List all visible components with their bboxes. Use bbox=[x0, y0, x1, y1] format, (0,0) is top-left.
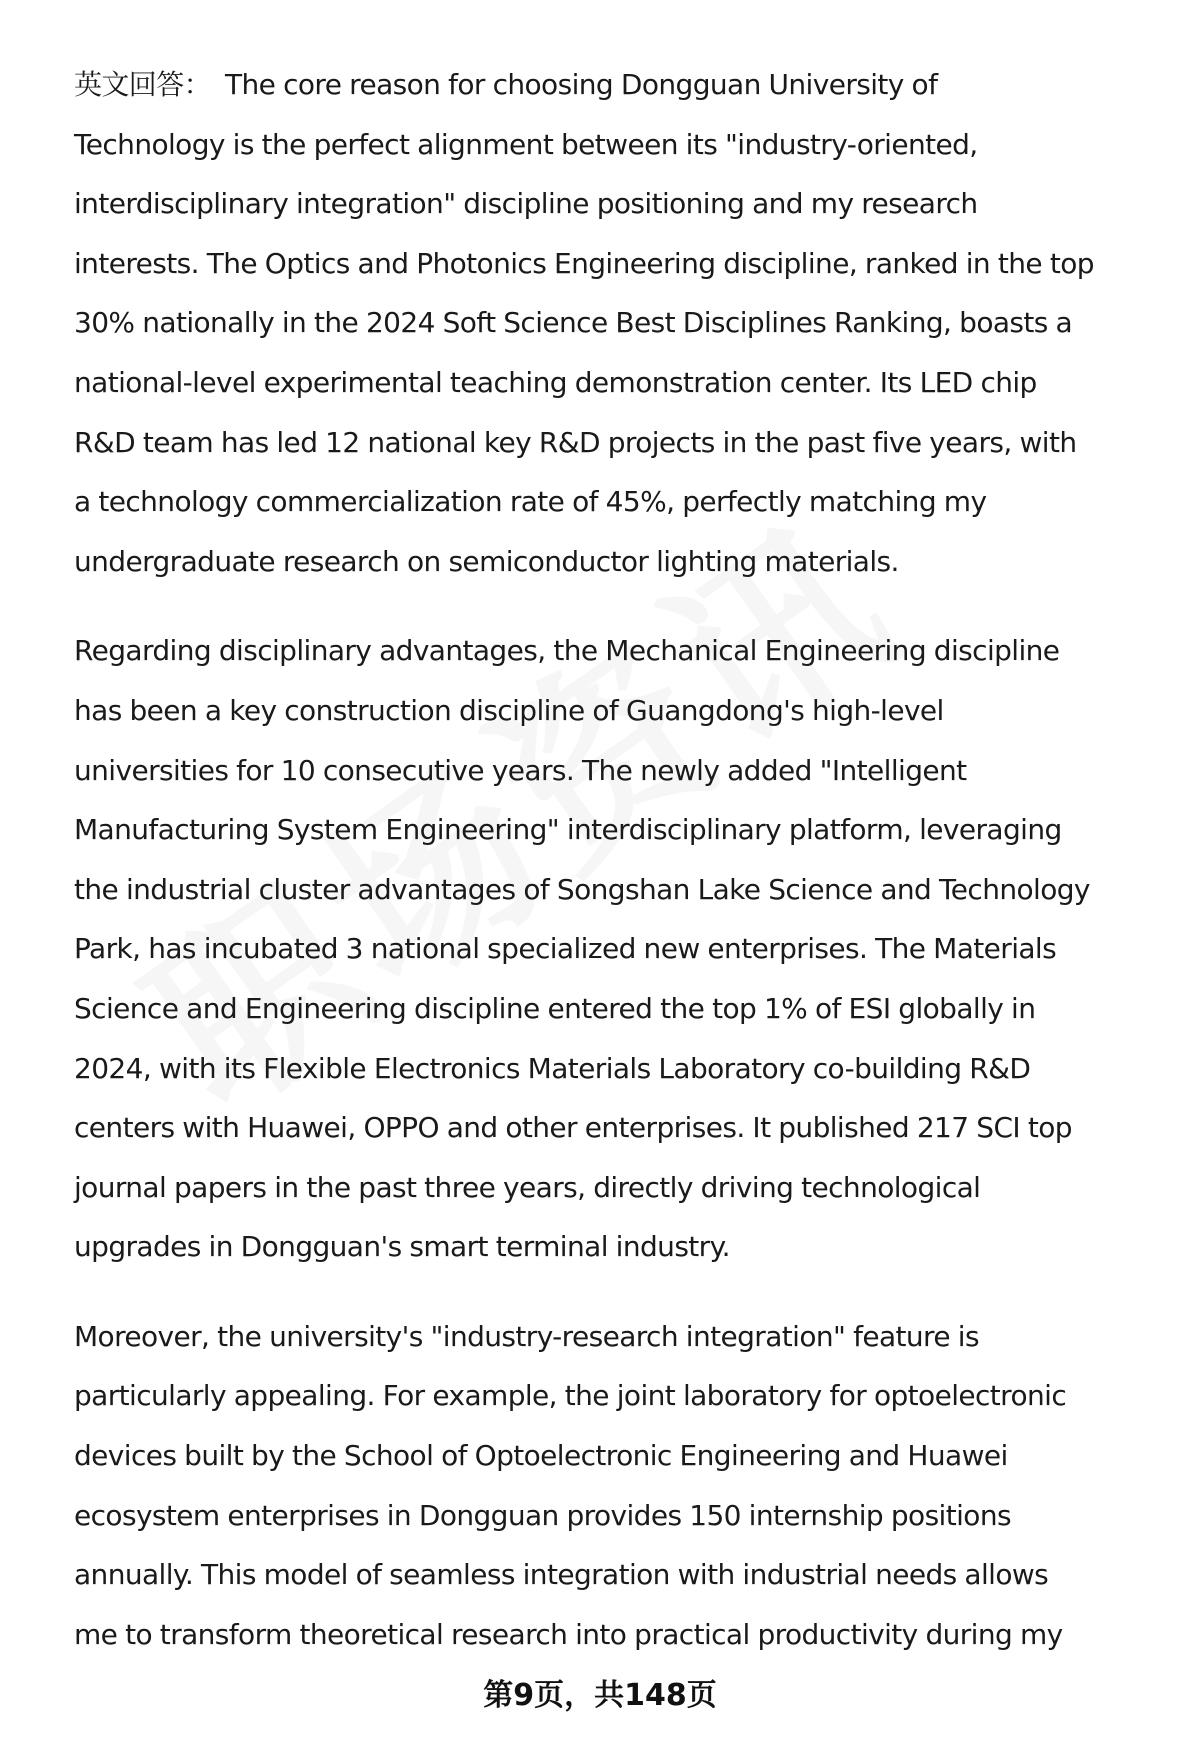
text-line: particularly appealing. For example, the joint laboratory for optoelectronic bbox=[74, 1379, 1067, 1413]
text-line: Regarding disciplinary advantages, the Mechanical Engineering discipline bbox=[74, 634, 1060, 668]
text-line: Technology is the perfect alignment between its "industry-oriented, bbox=[74, 127, 978, 161]
text-line: interests. The Optics and Photonics Engineering discipline, ranked in the top bbox=[74, 246, 1094, 280]
text-line: the industrial cluster advantages of Songshan Lake Science and Technology bbox=[74, 872, 1090, 906]
text-line: me to transform theoretical research into practical productivity during my bbox=[74, 1617, 1063, 1651]
text-line: national-level experimental teaching demonstration center. Its LED chip bbox=[74, 365, 1037, 399]
text-line: Park, has incubated 3 national specialized new enterprises. The Materials bbox=[74, 932, 1057, 966]
paragraph-1 bbox=[74, 55, 1154, 591]
text-line: 英文回答： The core reason for choosing Dongguan University of bbox=[74, 68, 938, 101]
text-line: upgrades in Dongguan's smart terminal industry. bbox=[74, 1230, 730, 1264]
text-line: a technology commercialization rate of 45%, perfectly matching my bbox=[74, 485, 987, 519]
text-line: centers with Huawei, OPPO and other enterprises. It published 217 SCI top bbox=[74, 1111, 1072, 1145]
text-line: ecosystem enterprises in Dongguan provides 150 internship positions bbox=[74, 1498, 1011, 1532]
text-line: annually. This model of seamless integration with industrial needs allows bbox=[74, 1558, 1049, 1592]
text-line: interdisciplinary integration" discipline positioning and my research bbox=[74, 187, 978, 221]
text-line: devices built by the School of Optoelectronic Engineering and Huawei bbox=[74, 1439, 1008, 1473]
text-line: 30% nationally in the 2024 Soft Science Best Disciplines Ranking, boasts a bbox=[74, 306, 1073, 340]
document-body bbox=[74, 55, 1154, 1694]
paragraph-3 bbox=[74, 1307, 1154, 1665]
text-line: Science and Engineering discipline entered the top 1% of ESI globally in bbox=[74, 991, 1036, 1025]
text-line: has been a key construction discipline of Guangdong's high-level bbox=[74, 693, 944, 727]
page-number: 第9页，共148页 bbox=[483, 1678, 717, 1713]
text-line: Manufacturing System Engineering" interdisciplinary platform, leveraging bbox=[74, 813, 1062, 847]
text-line: undergraduate research on semiconductor lighting materials. bbox=[74, 544, 899, 578]
text-line: R&D team has led 12 national key R&D projects in the past five years, with bbox=[74, 425, 1077, 459]
paragraph-2 bbox=[74, 621, 1154, 1277]
text-line: universities for 10 consecutive years. The newly added "Intelligent bbox=[74, 753, 967, 787]
text-line: journal papers in the past three years, directly driving technological bbox=[74, 1170, 981, 1204]
text-line: Moreover, the university's "industry-research integration" feature is bbox=[74, 1319, 979, 1353]
answer-label: 英文回答： bbox=[74, 68, 212, 101]
text-line: 2024, with its Flexible Electronics Materials Laboratory co-building R&D bbox=[74, 1051, 1031, 1085]
